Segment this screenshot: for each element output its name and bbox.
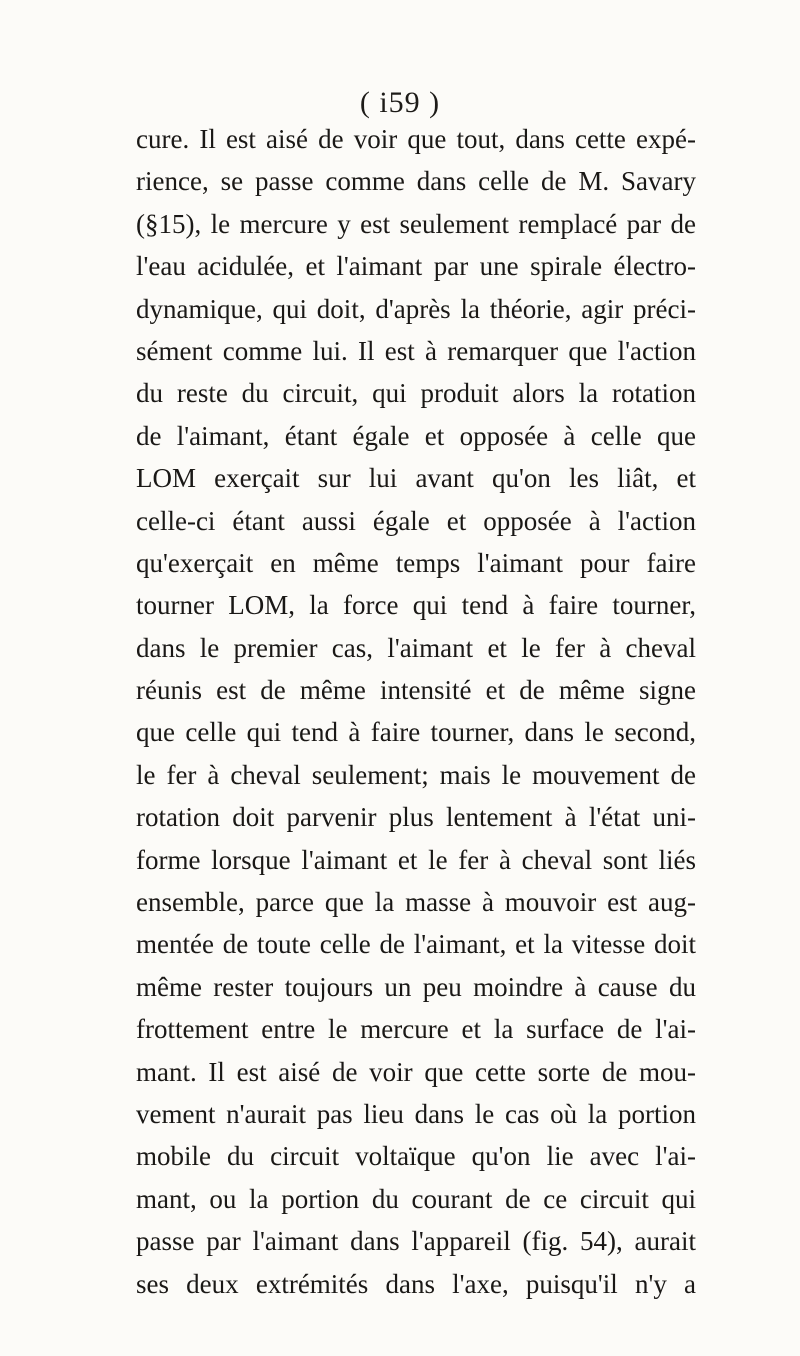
- text-line: mant. Il est aisé de voir que cette sorte de mou-: [136, 1056, 696, 1087]
- text-line: vement n'aurait pas lieu dans le cas où la portion: [136, 1098, 696, 1129]
- text-line: que celle qui tend à faire tourner, dans le second,: [136, 717, 696, 748]
- text-line: l'eau acidulée, et l'aimant par une spirale électro-: [136, 251, 696, 282]
- text-line: dynamique, qui doit, d'après la théorie, agir préci-: [136, 293, 696, 324]
- text-line: ses deux extrémités dans l'axe, puisqu'il n'y a: [136, 1268, 696, 1299]
- text-line: mentée de toute celle de l'aimant, et la vitesse doit: [136, 929, 696, 960]
- text-line: ensemble, parce que la masse à mouvoir est aug-: [136, 887, 696, 918]
- text-line: tourner LOM, la force qui tend à faire tourner,: [136, 590, 696, 621]
- text-line: même rester toujours un peu moindre à cause du: [136, 971, 696, 1002]
- text-line: (§15), le mercure y est seulement remplacé par de: [136, 208, 696, 239]
- text-line: mant, ou la portion du courant de ce circuit qui: [136, 1183, 696, 1214]
- text-line: forme lorsque l'aimant et le fer à cheval sont liés: [136, 844, 696, 875]
- page-number: ( i59 ): [359, 86, 441, 119]
- text-line: du reste du circuit, qui produit alors la rotation: [136, 378, 696, 409]
- text-line: LOM exerçait sur lui avant qu'on les liât, et: [136, 463, 696, 494]
- text-line: rotation doit parvenir plus lentement à l'état uni-: [136, 802, 696, 833]
- text-line: cure. Il est aisé de voir que tout, dans cette expé-: [136, 124, 696, 154]
- text-line: de l'aimant, étant égale et opposée à celle que: [136, 420, 696, 451]
- text-line: mobile du circuit voltaïque qu'on lie avec l'ai-: [136, 1141, 696, 1172]
- text-line: frottement entre le mercure et la surface de l'ai-: [136, 1014, 696, 1045]
- text-line: réunis est de même intensité et de même signe: [136, 675, 696, 706]
- text-line: rience, se passe comme dans celle de M. Savary: [136, 166, 696, 197]
- text-line: passe par l'aimant dans l'appareil (fig. 54), aurait: [136, 1226, 696, 1257]
- text-line: celle-ci étant aussi égale et opposée à l'action: [136, 505, 696, 536]
- text-line: dans le premier cas, l'aimant et le fer à cheval: [136, 632, 696, 663]
- text-line: le fer à cheval seulement; mais le mouvement de: [136, 759, 696, 790]
- body-text: [136, 118, 696, 1305]
- text-line: sément comme lui. Il est à remarquer que l'action: [136, 335, 696, 366]
- text-line: qu'exerçait en même temps l'aimant pour faire: [136, 547, 696, 578]
